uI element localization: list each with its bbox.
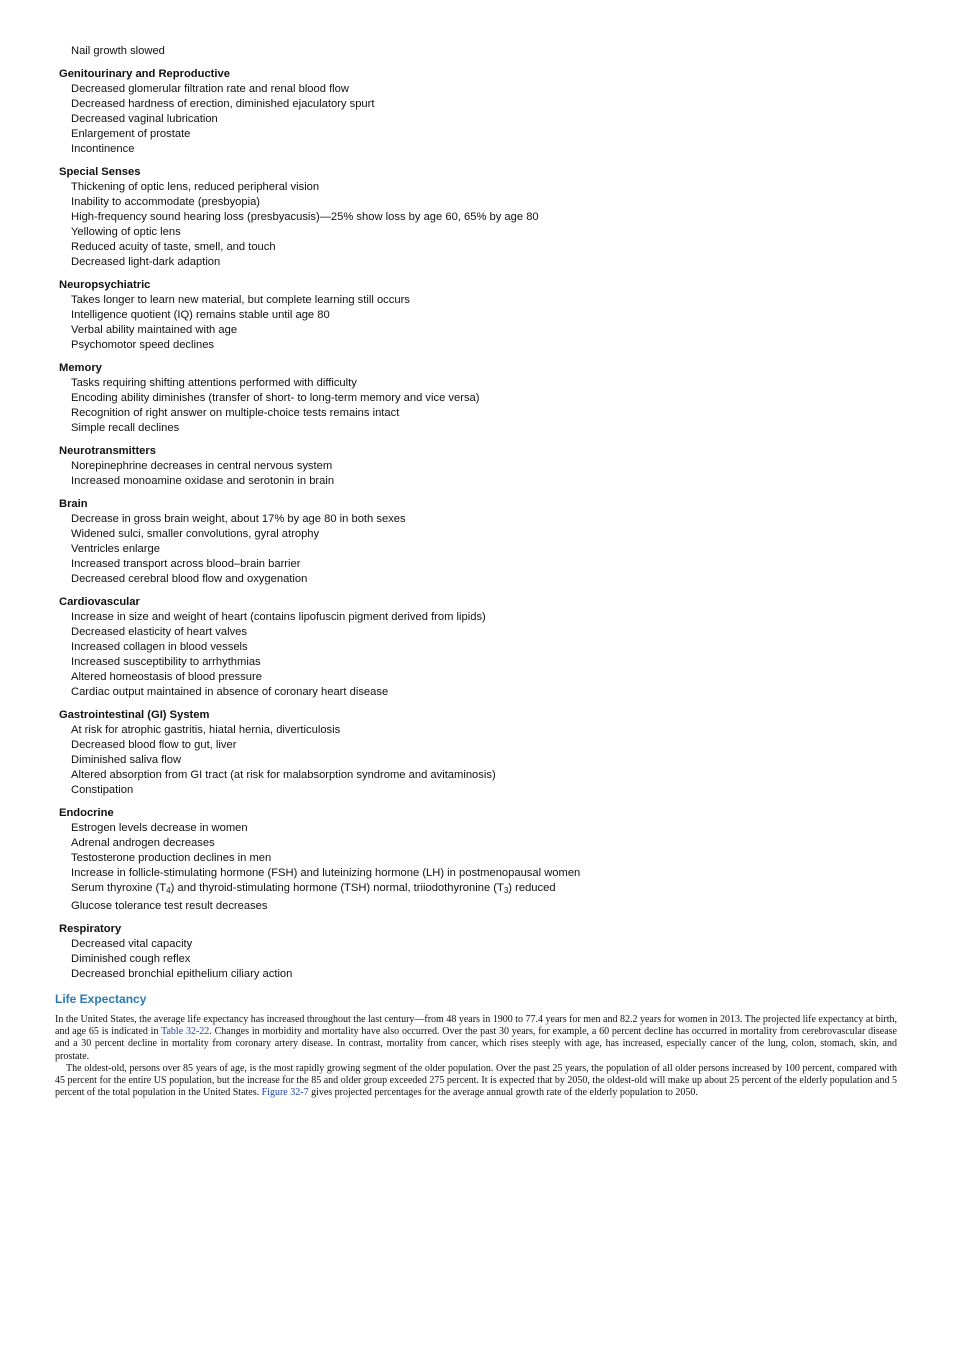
list-item: Verbal ability maintained with age <box>71 324 238 336</box>
list-item: Recognition of right answer on multiple-choice tests remains intact <box>71 407 400 419</box>
list-item: Diminished cough reflex <box>71 953 191 965</box>
list-item: Yellowing of optic lens <box>71 226 181 238</box>
list-item: Widened sulci, smaller convolutions, gyral atrophy <box>71 528 320 540</box>
list-item: Thickening of optic lens, reduced peripheral vision <box>71 181 320 193</box>
section-heading: Genitourinary and Reproductive <box>59 68 230 80</box>
section-heading: Neurotransmitters <box>59 445 156 457</box>
section <box>59 497 919 587</box>
list-item: Decreased vital capacity <box>71 938 193 950</box>
list-item: High-frequency sound hearing loss (presbyacusis)—25% show loss by age 60, 65% by age 80 <box>71 211 539 223</box>
section <box>59 444 919 489</box>
list-item: Decreased glomerular filtration rate and renal blood flow <box>71 83 349 95</box>
list-item-thyroid: Serum thyroxine $(T_4)$ and thyroid-stimulating hormone (TSH) normal, triiodothyronine $(T_3)$ reduced <box>71 882 556 895</box>
list-item: Enlargement of prostate <box>71 128 191 140</box>
list-item: Norepinephrine decreases in central nervous system <box>71 460 333 472</box>
section-heading: Cardiovascular <box>59 596 140 608</box>
list-item: Glucose tolerance test result decreases <box>71 900 268 912</box>
list-item: Inability to accommodate (presbyopia) <box>71 196 261 208</box>
section-heading: Endocrine <box>59 807 114 819</box>
list-item: Increased transport across blood–brain barrier <box>71 558 301 570</box>
list-item: Increased collagen in blood vessels <box>71 641 248 653</box>
paragraph: The oldest-old, persons over 85 years of age, is the most rapidly growing segment of the older population. Over the past 25 years, the population of all older persons increased by 100 percent, compared with 45 percent for the entire US population, but the increase for the 85 and older group exceeded 275 percent. It is expected that by 2050, the oldest-old will make up about 25 percent of the elderly population and 5 percent of the total population in the United States. Figure 32-7 gives projected percentages for the average annual growth rate of the elderly population to 2050. <box>55 1062 897 1099</box>
list-item: Decreased elasticity of heart valves <box>71 626 247 638</box>
list-item: Estrogen levels decrease in women <box>71 822 248 834</box>
section <box>59 278 919 353</box>
life-expectancy-body <box>55 1014 897 1099</box>
section-heading: Respiratory <box>59 923 122 935</box>
list-item: At risk for atrophic gastritis, hiatal hernia, diverticulosis <box>71 724 341 736</box>
life-expectancy-heading: Life Expectancy <box>55 992 147 1006</box>
list-item: Reduced acuity of taste, smell, and touch <box>71 241 276 253</box>
list-item: Cardiac output maintained in absence of coronary heart disease <box>71 686 389 698</box>
list-item: Increase in size and weight of heart (contains lipofuscin pigment derived from lipids) <box>71 611 486 623</box>
list-item: Psychomotor speed declines <box>71 339 215 351</box>
list-item: Testosterone production declines in men <box>71 852 272 864</box>
list-item: Decreased hardness of erection, diminished ejaculatory spurt <box>71 98 375 110</box>
list-item: Encoding ability diminishes (transfer of short- to long-term memory and vice versa) <box>71 392 480 404</box>
paragraph: In the United States, the average life expectancy has increased throughout the last century—from 48 years in 1900 to 77.4 years for men and 82.2 years for women in 2013. The projected life expectancy at birth, and age 65 is indicated in Table 32-22. Changes in morbidity and mortality have also occurred. Over the past 30 years, for example, a 60 percent decline has occurred in mortality from cerebrovascular disease and a 30 percent decline in mortality from coronary artery disease. In contrast, mortality from cancer, which rises steeply with age, has increased, especially cancer of the lung, colon, stomach, skin, and prostate. <box>55 1014 897 1062</box>
section <box>59 708 919 798</box>
list-item: Decreased blood flow to gut, liver <box>71 739 237 751</box>
list-item: Increased susceptibility to arrhythmias <box>71 656 261 668</box>
list-item: Altered absorption from GI tract (at risk for malabsorption syndrome and avitaminosis) <box>71 769 496 781</box>
list-item: Altered homeostasis of blood pressure <box>71 671 262 683</box>
list-item: Takes longer to learn new material, but complete learning still occurs <box>71 294 410 306</box>
table-32-22-link[interactable]: Table 32-22 <box>161 1026 210 1038</box>
section <box>59 165 919 270</box>
section-heading: Brain <box>59 498 88 510</box>
list-item: Decreased cerebral blood flow and oxygenation <box>71 573 308 585</box>
section-heading: Memory <box>59 362 102 374</box>
list-item: Constipation <box>71 784 134 796</box>
section <box>59 67 919 157</box>
section-respiratory <box>59 922 919 982</box>
list-item: Decreased light-dark adaption <box>71 256 221 268</box>
section <box>59 361 919 436</box>
section-heading: Special Senses <box>59 166 141 178</box>
list-item: Intelligence quotient (IQ) remains stable until age 80 <box>71 309 330 321</box>
list-item: Decreased vaginal lubrication <box>71 113 218 125</box>
section <box>59 595 919 700</box>
list-item: Decrease in gross brain weight, about 17% by age 80 in both sexes <box>71 513 406 525</box>
list-item: Nail growth slowed <box>71 45 165 57</box>
list-item: Increased monoamine oxidase and serotonin in brain <box>71 475 335 487</box>
aging-changes-list <box>59 44 919 982</box>
section-endocrine <box>59 806 919 914</box>
list-item: Decreased bronchial epithelium ciliary action <box>71 968 293 980</box>
section-heading: Neuropsychiatric <box>59 279 151 291</box>
section-container <box>59 67 919 798</box>
section-heading: Gastrointestinal (GI) System <box>59 709 210 721</box>
figure-32-7-link[interactable]: Figure 32-7 <box>261 1087 309 1099</box>
list-item: Increase in follicle-stimulating hormone (FSH) and luteinizing hormone (LH) in postmenopausal women <box>71 867 581 879</box>
list-item: Adrenal androgen decreases <box>71 837 215 849</box>
list-item: Ventricles enlarge <box>71 543 160 555</box>
list-item: Diminished saliva flow <box>71 754 182 766</box>
list-item: Simple recall declines <box>71 422 180 434</box>
list-item: Tasks requiring shifting attentions performed with difficulty <box>71 377 357 389</box>
list-item: Incontinence <box>71 143 135 155</box>
